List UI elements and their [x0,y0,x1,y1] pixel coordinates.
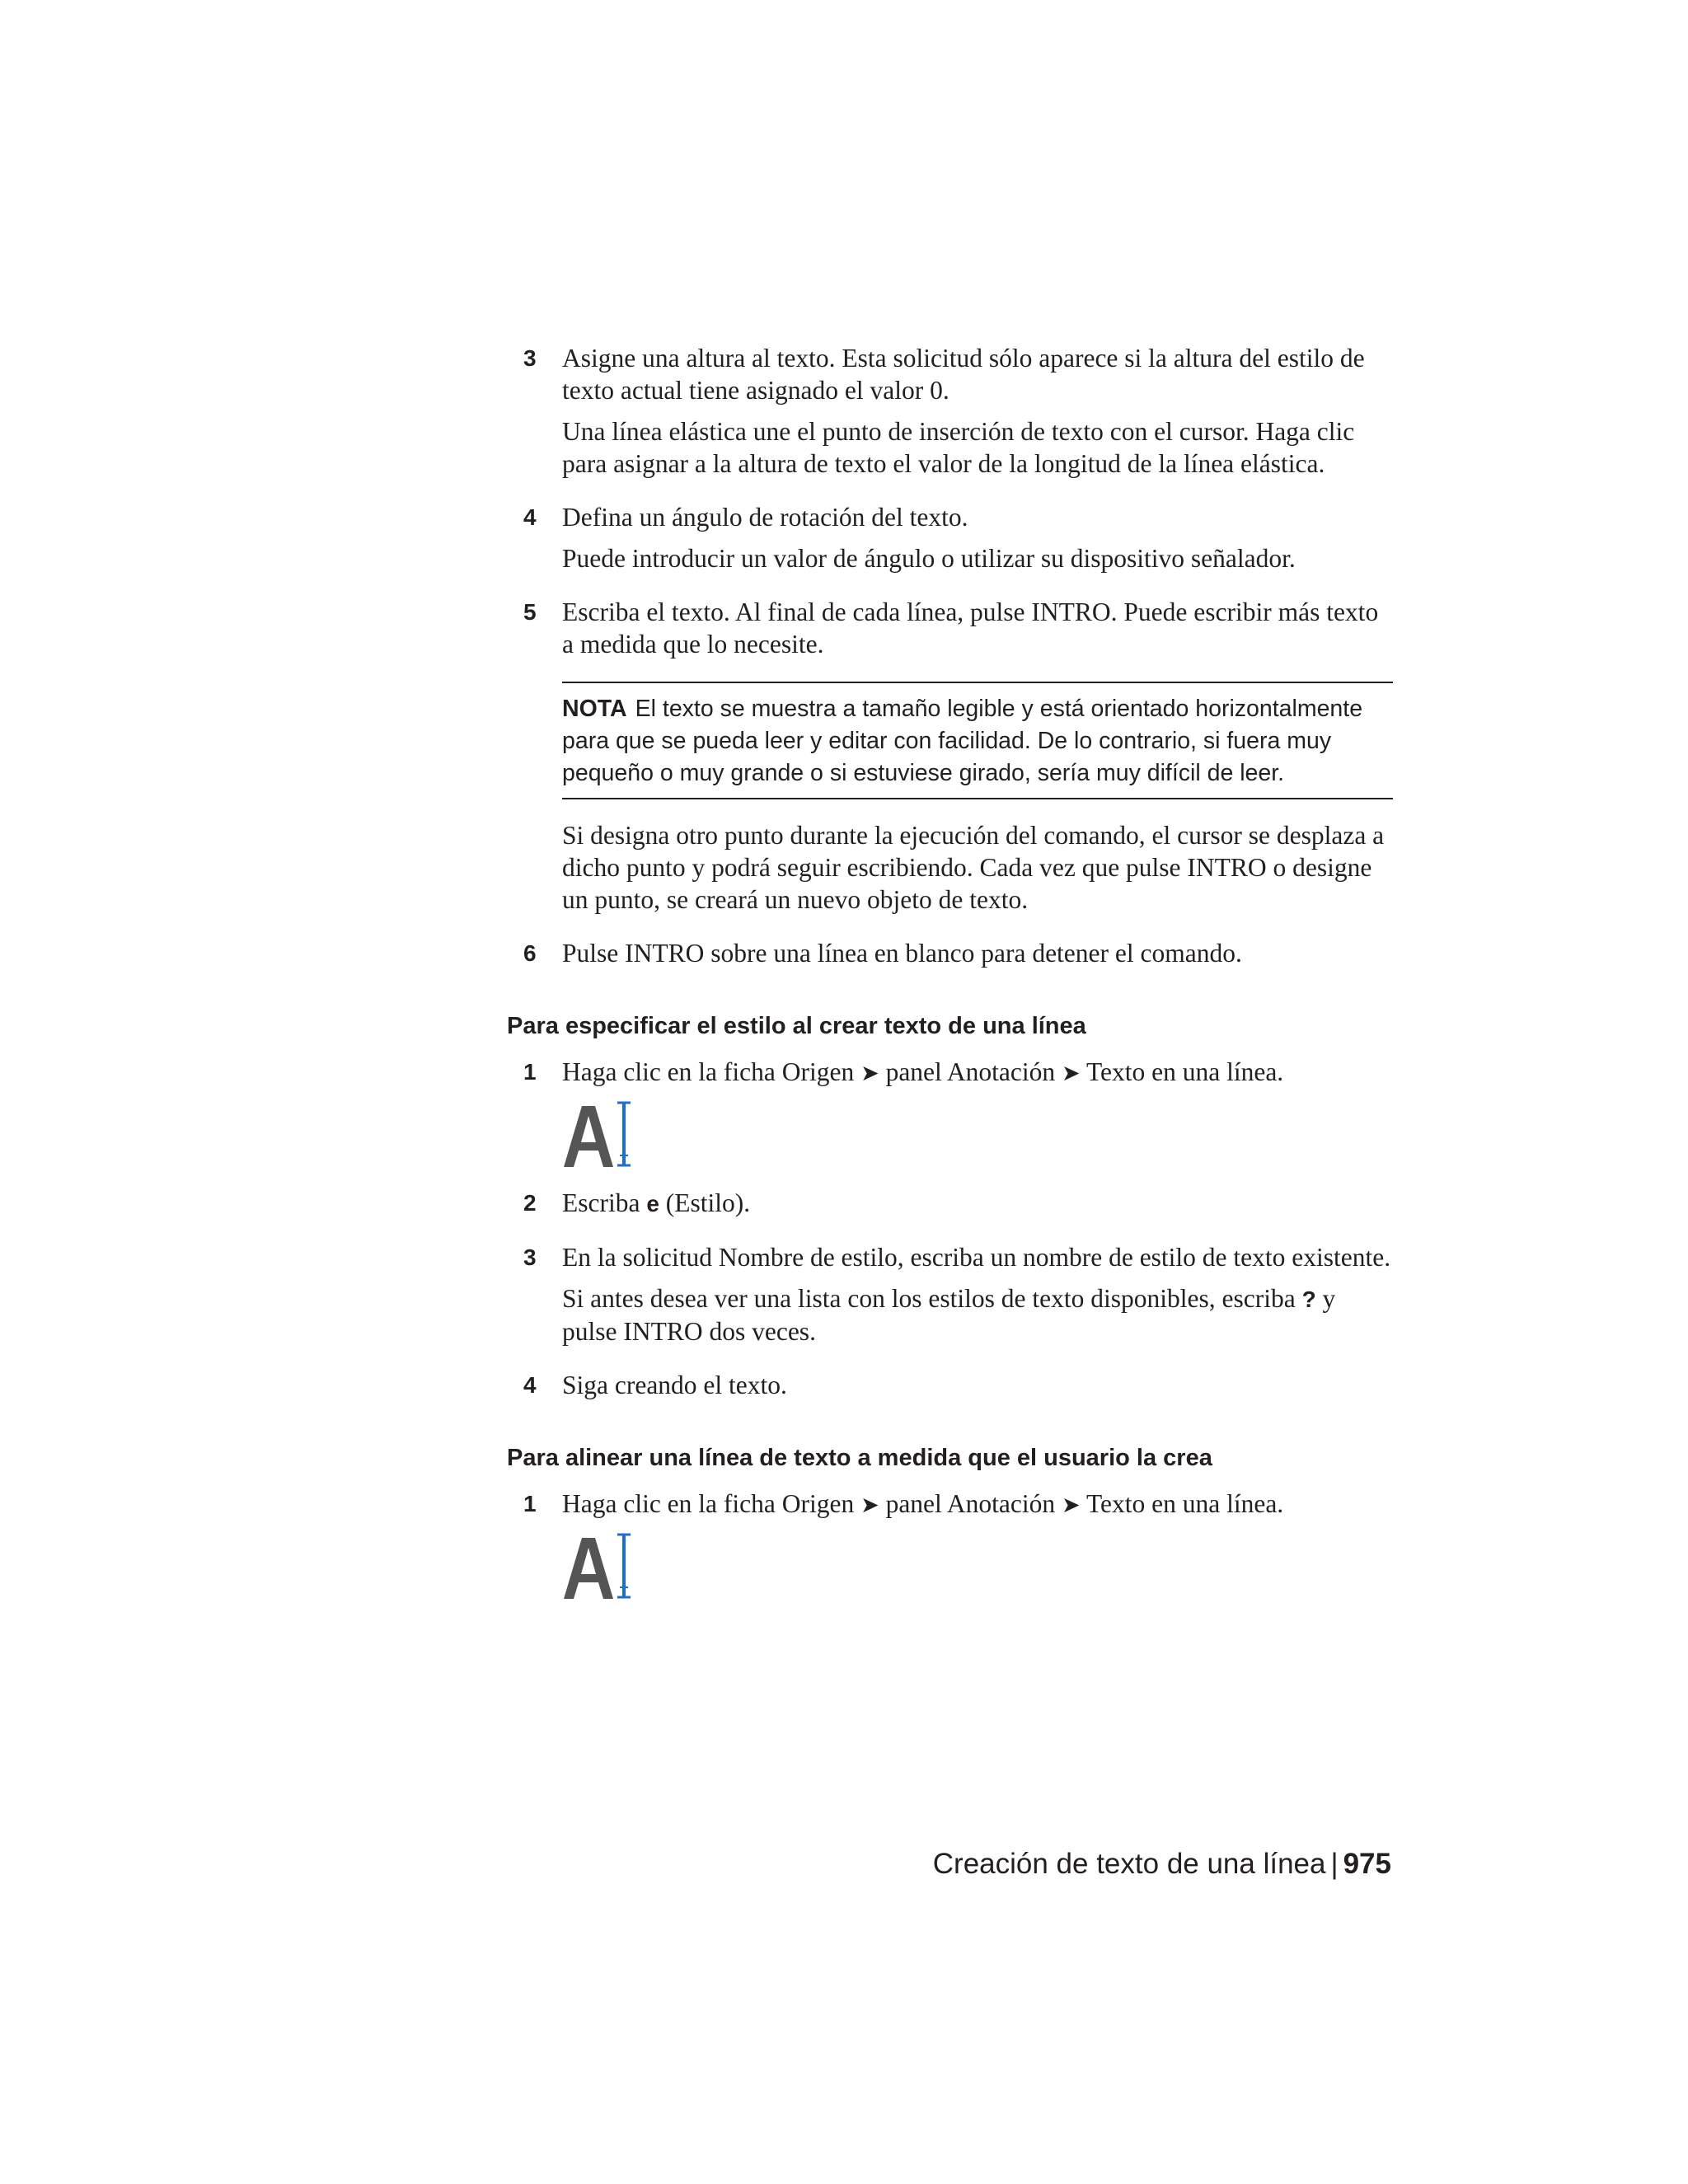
step-5-enter-text [507,596,1393,660]
step-5-continuation [562,819,1393,916]
step-text [562,1056,1393,1090]
menu-path-command: Texto en una línea. [1085,1057,1284,1086]
step-number: 4 [523,1372,537,1398]
page-number: 975 [1343,1848,1391,1880]
step-4-rotation-angle [507,501,1393,574]
step-3-style-name [507,1241,1393,1347]
step-number: 1 [523,1491,537,1516]
command-key: ? [1301,1286,1316,1312]
page-content [507,342,1393,1609]
step-text-part: Escriba [562,1188,640,1217]
step-text: Siga creando el texto. [562,1371,787,1399]
step-text [562,1488,1393,1521]
step-text-part: y pulse INTRO dos veces. [562,1284,1336,1346]
step-text: Pulse INTRO sobre una línea en blanco para detener el comando. [562,939,1242,968]
step-1-click-tab [507,1056,1393,1170]
step-detail: Si designa otro punto durante la ejecución del comando, el cursor se desplaza a dicho punto y podrá seguir escribiendo. Cada vez que pulse INTRO o designe un punto, se creará un nuevo objeto de texto. [562,821,1385,914]
step-text [562,1187,1393,1220]
step-text: Defina un ángulo de rotación del texto. [562,503,968,532]
step-number: 2 [523,1190,537,1216]
note-box [562,682,1393,799]
step-number: 3 [523,345,537,371]
step-number: 6 [523,940,537,966]
menu-path-tab: Haga clic en la ficha Origen [562,1489,855,1518]
step-2-enter-style [507,1187,1393,1220]
menu-path-panel: panel Anotación [885,1057,1056,1086]
footer-separator: | [1330,1848,1339,1880]
single-line-text-icon [562,1098,638,1170]
step-text-part: Si antes desea ver una lista con los estilos de texto disponibles, escriba [562,1284,1296,1313]
arrow-right-icon: ➤ [1062,1493,1081,1518]
step-3-text-height [507,342,1393,480]
command-key: e [646,1191,659,1216]
section-heading-style: Para especificar el estilo al crear texto de una línea [507,1013,1086,1039]
arrow-right-icon: ➤ [860,1061,879,1086]
arrow-right-icon: ➤ [860,1493,879,1518]
menu-path-command: Texto en una línea. [1085,1489,1284,1518]
step-text: En la solicitud Nombre de estilo, escriba un nombre de estilo de texto existente. [562,1243,1391,1272]
step-detail [562,1282,1393,1347]
single-line-text-icon [562,1530,638,1602]
footer-title: Creación de texto de una línea [932,1848,1326,1880]
step-detail: Puede introducir un valor de ángulo o utilizar su dispositivo señalador. [562,544,1296,573]
step-text: Asigne una altura al texto. Esta solicitud sólo aparece si la altura del estilo de texto actual tiene asignado el valor 0. [562,344,1365,405]
note-text: El texto se muestra a tamaño legible y está orientado horizontalmente para que se pueda leer y editar con facilidad. De lo contrario, si fuera muy pequeño o muy grande o si estuviese girado, sería muy difícil de leer. [562,696,1363,786]
step-number: 5 [523,599,537,625]
step-text-part: (Estilo). [665,1188,751,1217]
step-1-click-tab [507,1488,1393,1602]
step-number: 4 [523,504,537,530]
step-6-stop-command [507,937,1393,969]
menu-path-tab: Haga clic en la ficha Origen [562,1057,855,1086]
step-detail: Una línea elástica une el punto de inserción de texto con el cursor. Haga clic para asignar a la altura de texto el valor de la longitud de la línea elástica. [562,417,1355,478]
menu-path-panel: panel Anotación [885,1489,1056,1518]
step-text: Escriba el texto. Al final de cada línea, pulse INTRO. Puede escribir más texto a medida que lo necesite. [562,598,1379,658]
section-heading-align: Para alinear una línea de texto a medida que el usuario la crea [507,1445,1212,1471]
step-4-continue-text [507,1369,1393,1401]
arrow-right-icon: ➤ [1062,1061,1081,1086]
step-number: 1 [523,1059,537,1085]
note-label: NOTA [562,696,627,722]
step-number: 3 [523,1244,537,1270]
page-footer [933,1846,1391,1882]
